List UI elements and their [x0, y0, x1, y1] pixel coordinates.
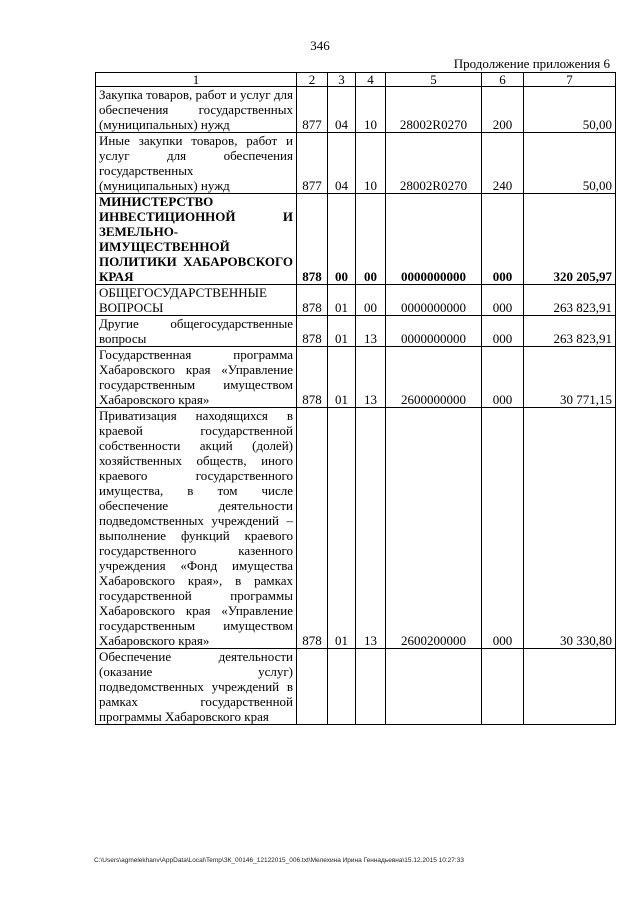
- target-code: [386, 649, 482, 725]
- amount: 50,00: [524, 133, 616, 194]
- amount: [524, 649, 616, 725]
- expense-type-code: 000: [482, 194, 524, 285]
- row-name: МИНИСТЕРСТВО ИНВЕСТИЦИОННОЙ И ЗЕМЕЛЬНО-ИМУЩЕСТВЕННОЙ ПОЛИТИКИ ХАБАРОВСКОГО КРАЯ: [96, 194, 297, 285]
- table-row: [96, 194, 616, 285]
- ministry-code: 878: [297, 285, 328, 316]
- table-row: [96, 316, 616, 347]
- ministry-code: 878: [297, 347, 328, 408]
- row-name: Иные закупки товаров, работ и услуг для обеспечения государственных (муниципальных) нужд: [96, 133, 297, 194]
- amount: 30 330,80: [524, 408, 616, 649]
- column-header: 5: [386, 73, 482, 87]
- target-code: 28002R0270: [386, 133, 482, 194]
- ministry-code: 878: [297, 408, 328, 649]
- row-name: Закупка товаров, работ и услуг для обеспечения государственных (муниципальных) нужд: [96, 87, 297, 133]
- table-row: [96, 133, 616, 194]
- target-code: 0000000000: [386, 194, 482, 285]
- subsection-code: 00: [356, 194, 386, 285]
- ministry-code: 877: [297, 87, 328, 133]
- section-code: 04: [328, 133, 356, 194]
- amount: 30 771,15: [524, 347, 616, 408]
- page-number: 346: [310, 38, 330, 53]
- file-path-footer: C:\Users\agmelekhanv\AppData\Local\Temp\ЗК_00146_12122015_006.txt\Мелехина Ирина Геннадьевна\15.12.2015 10:27:33: [94, 857, 464, 864]
- column-header: 1: [96, 73, 297, 87]
- section-code: 01: [328, 347, 356, 408]
- expense-type-code: [482, 649, 524, 725]
- expense-type-code: 000: [482, 347, 524, 408]
- column-header: 6: [482, 73, 524, 87]
- subsection-code: 00: [356, 285, 386, 316]
- table-row: [96, 87, 616, 133]
- subsection-code: [356, 649, 386, 725]
- table-row: [96, 285, 616, 316]
- continuation-label: Продолжение приложения 6: [453, 56, 610, 71]
- section-code: 00: [328, 194, 356, 285]
- amount: 263 823,91: [524, 285, 616, 316]
- target-code: 2600200000: [386, 408, 482, 649]
- table-row: [96, 649, 616, 725]
- ministry-code: 878: [297, 194, 328, 285]
- ministry-code: 878: [297, 316, 328, 347]
- expense-type-code: 200: [482, 87, 524, 133]
- table-row: [96, 408, 616, 649]
- ministry-code: [297, 649, 328, 725]
- column-header: 7: [524, 73, 616, 87]
- section-code: 01: [328, 316, 356, 347]
- subsection-code: 10: [356, 133, 386, 194]
- subsection-code: 10: [356, 87, 386, 133]
- row-name: Государственная программа Хабаровского края «Управление государственным имуществом Хабаровского края»: [96, 347, 297, 408]
- section-code: 01: [328, 285, 356, 316]
- column-header: 3: [328, 73, 356, 87]
- target-code: 28002R0270: [386, 87, 482, 133]
- subsection-code: 13: [356, 347, 386, 408]
- target-code: 2600000000: [386, 347, 482, 408]
- section-code: [328, 649, 356, 725]
- target-code: 0000000000: [386, 316, 482, 347]
- section-code: 01: [328, 408, 356, 649]
- column-header: 2: [297, 73, 328, 87]
- expense-type-code: 240: [482, 133, 524, 194]
- subsection-code: 13: [356, 316, 386, 347]
- target-code: 0000000000: [386, 285, 482, 316]
- amount: 320 205,97: [524, 194, 616, 285]
- row-name: Другие общегосударственные вопросы: [96, 316, 297, 347]
- expense-type-code: 000: [482, 408, 524, 649]
- column-header: 4: [356, 73, 386, 87]
- table-header-row: [96, 73, 616, 87]
- budget-table: [95, 72, 616, 725]
- expense-type-code: 000: [482, 285, 524, 316]
- subsection-code: 13: [356, 408, 386, 649]
- row-name: Обеспечение деятельности (оказание услуг) подведомственных учреждений в рамках государственной программы Хабаровского края: [96, 649, 297, 725]
- ministry-code: 877: [297, 133, 328, 194]
- expense-type-code: 000: [482, 316, 524, 347]
- row-name: Приватизация находящихся в краевой государственной собственности акций (долей) хозяйственных обществ, иного краевого государственного имущества, в том числе обеспечение деятельности подведомственных учреждений – выполнение функций краевого государственного казенного учреждения «Фонд имущества Хабаровского края», в рамках государственной программы Хабаровского края «Управление государственным имуществом Хабаровского края»: [96, 408, 297, 649]
- section-code: 04: [328, 87, 356, 133]
- amount: 50,00: [524, 87, 616, 133]
- row-name: ОБЩЕГОСУДАРСТВЕННЫЕ ВОПРОСЫ: [96, 285, 297, 316]
- table-row: [96, 347, 616, 408]
- amount: 263 823,91: [524, 316, 616, 347]
